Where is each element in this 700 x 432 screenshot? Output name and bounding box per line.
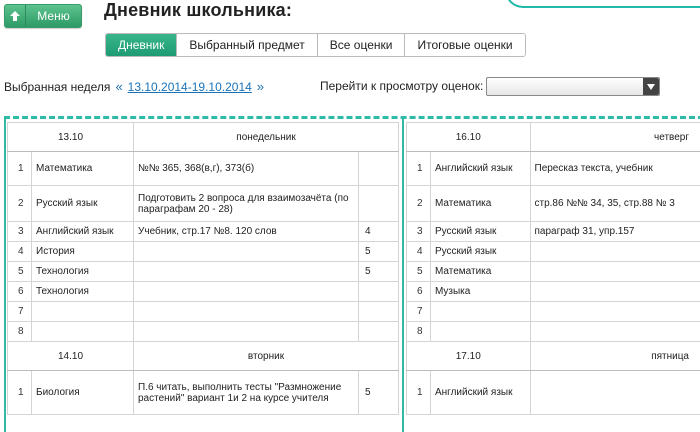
- lesson-row: [8, 302, 399, 322]
- lesson-subject: Русский язык: [430, 242, 530, 262]
- prev-week-button[interactable]: «: [115, 79, 122, 94]
- lesson-homework: [134, 262, 359, 282]
- goto-marks-select[interactable]: [486, 77, 660, 96]
- lesson-homework: [134, 322, 359, 342]
- week-selector: [4, 79, 269, 94]
- lesson-row: [407, 282, 700, 302]
- day-weekday: четверг: [530, 123, 700, 152]
- lesson-row: [407, 222, 700, 242]
- lesson-number: 4: [407, 242, 431, 262]
- lesson-subject: Английский язык: [32, 222, 134, 242]
- header-decoration: [505, 0, 700, 8]
- lesson-mark: 5: [359, 262, 399, 282]
- lesson-number: 8: [8, 322, 32, 342]
- lesson-subject: Русский язык: [430, 222, 530, 242]
- lesson-homework: [530, 282, 700, 302]
- lesson-number: 6: [8, 282, 32, 302]
- menu-button[interactable]: [4, 4, 82, 28]
- lesson-row: [8, 322, 399, 342]
- lesson-homework: [530, 302, 700, 322]
- lesson-row: [407, 186, 700, 222]
- lesson-subject: Технология: [32, 282, 134, 302]
- lesson-mark: [359, 322, 399, 342]
- diary-tabs: [105, 33, 526, 57]
- day-table-left: [7, 122, 399, 415]
- lesson-row: [8, 371, 399, 415]
- lesson-homework: стр.86 №№ 34, 35, стр.88 № 3: [530, 186, 700, 222]
- lesson-homework: Пересказ текста, учебник: [530, 152, 700, 186]
- lesson-homework: Подготовить 2 вопроса для взаимозачёта (по параграфам 20 - 28): [134, 186, 359, 222]
- lesson-subject: Математика: [32, 152, 134, 186]
- tab-final-marks[interactable]: Итоговые оценки: [405, 34, 524, 56]
- lesson-row: [407, 371, 700, 415]
- lesson-homework: [530, 262, 700, 282]
- lesson-number: 3: [8, 222, 32, 242]
- lesson-subject: [430, 302, 530, 322]
- lesson-homework: [530, 371, 700, 415]
- lesson-subject: История: [32, 242, 134, 262]
- diary-grid: [4, 116, 700, 432]
- lesson-subject: Английский язык: [430, 371, 530, 415]
- lesson-homework: [134, 242, 359, 262]
- page-title: Дневник школьника:: [104, 0, 292, 21]
- lesson-subject: [32, 322, 134, 342]
- lesson-subject: Математика: [430, 186, 530, 222]
- week-label: Выбранная неделя: [4, 80, 110, 94]
- lesson-subject: Русский язык: [32, 186, 134, 222]
- lesson-row: [407, 322, 700, 342]
- lesson-row: [8, 262, 399, 282]
- dropdown-arrow-icon[interactable]: [643, 78, 659, 95]
- lesson-subject: [430, 322, 530, 342]
- lesson-mark: [359, 186, 399, 222]
- lesson-row: [8, 282, 399, 302]
- day-date: 13.10: [8, 123, 134, 152]
- lesson-mark: 5: [359, 371, 399, 415]
- day-table-right: [406, 122, 700, 415]
- day-date: 17.10: [407, 342, 531, 371]
- lesson-homework: №№ 365, 368(в,г), 373(б): [134, 152, 359, 186]
- lesson-number: 1: [407, 152, 431, 186]
- lesson-number: 2: [407, 186, 431, 222]
- lesson-number: 4: [8, 242, 32, 262]
- lesson-subject: [32, 302, 134, 322]
- lesson-number: 7: [407, 302, 431, 322]
- lesson-row: [407, 302, 700, 322]
- lesson-homework: П.6 читать, выполнить тесты "Размножение растений" вариант 1и 2 на курсе учителя: [134, 371, 359, 415]
- lesson-number: 3: [407, 222, 431, 242]
- lesson-row: [407, 262, 700, 282]
- tab-all-marks[interactable]: Все оценки: [318, 34, 406, 56]
- lesson-homework: [530, 322, 700, 342]
- lesson-number: 8: [407, 322, 431, 342]
- lesson-homework: [530, 242, 700, 262]
- lesson-homework: [134, 302, 359, 322]
- lesson-row: [407, 242, 700, 262]
- lesson-homework: параграф 31, упр.157: [530, 222, 700, 242]
- lesson-mark: 5: [359, 242, 399, 262]
- day-weekday: пятница: [530, 342, 700, 371]
- day-header: [407, 342, 700, 371]
- next-week-button[interactable]: »: [257, 79, 264, 94]
- lesson-mark: 4: [359, 222, 399, 242]
- lesson-number: 1: [8, 152, 32, 186]
- diary-rail-middle: [402, 119, 404, 432]
- lesson-subject: Биология: [32, 371, 134, 415]
- day-header: [8, 342, 399, 371]
- lesson-row: [8, 242, 399, 262]
- lesson-row: [8, 186, 399, 222]
- lesson-number: 1: [407, 371, 431, 415]
- menu-button-label: Меню: [26, 9, 81, 23]
- day-weekday: вторник: [134, 342, 399, 371]
- diary-rail-left: [4, 119, 6, 432]
- goto-marks-label: Перейти к просмотру оценок:: [320, 79, 483, 93]
- lesson-mark: [359, 302, 399, 322]
- lesson-mark: [359, 282, 399, 302]
- tab-diary[interactable]: Дневник: [106, 34, 177, 56]
- lesson-number: 7: [8, 302, 32, 322]
- day-date: 16.10: [407, 123, 531, 152]
- day-date: 14.10: [8, 342, 134, 371]
- lesson-number: 1: [8, 371, 32, 415]
- lesson-row: [8, 222, 399, 242]
- lesson-homework: Учебник, стр.17 №8. 120 слов: [134, 222, 359, 242]
- lesson-row: [407, 152, 700, 186]
- lesson-subject: Математика: [430, 262, 530, 282]
- lesson-number: 5: [8, 262, 32, 282]
- lesson-subject: Музыка: [430, 282, 530, 302]
- week-range-link[interactable]: 13.10.2014-19.10.2014: [128, 80, 252, 94]
- day-weekday: понедельник: [134, 123, 399, 152]
- lesson-homework: [134, 282, 359, 302]
- lesson-mark: [359, 152, 399, 186]
- tab-selected-subject[interactable]: Выбранный предмет: [177, 34, 317, 56]
- lesson-number: 2: [8, 186, 32, 222]
- lesson-number: 5: [407, 262, 431, 282]
- lesson-row: [8, 152, 399, 186]
- lesson-number: 6: [407, 282, 431, 302]
- lesson-subject: Английский язык: [430, 152, 530, 186]
- arrow-up-icon: [5, 5, 26, 27]
- lesson-subject: Технология: [32, 262, 134, 282]
- day-header: [407, 123, 700, 152]
- day-header: [8, 123, 399, 152]
